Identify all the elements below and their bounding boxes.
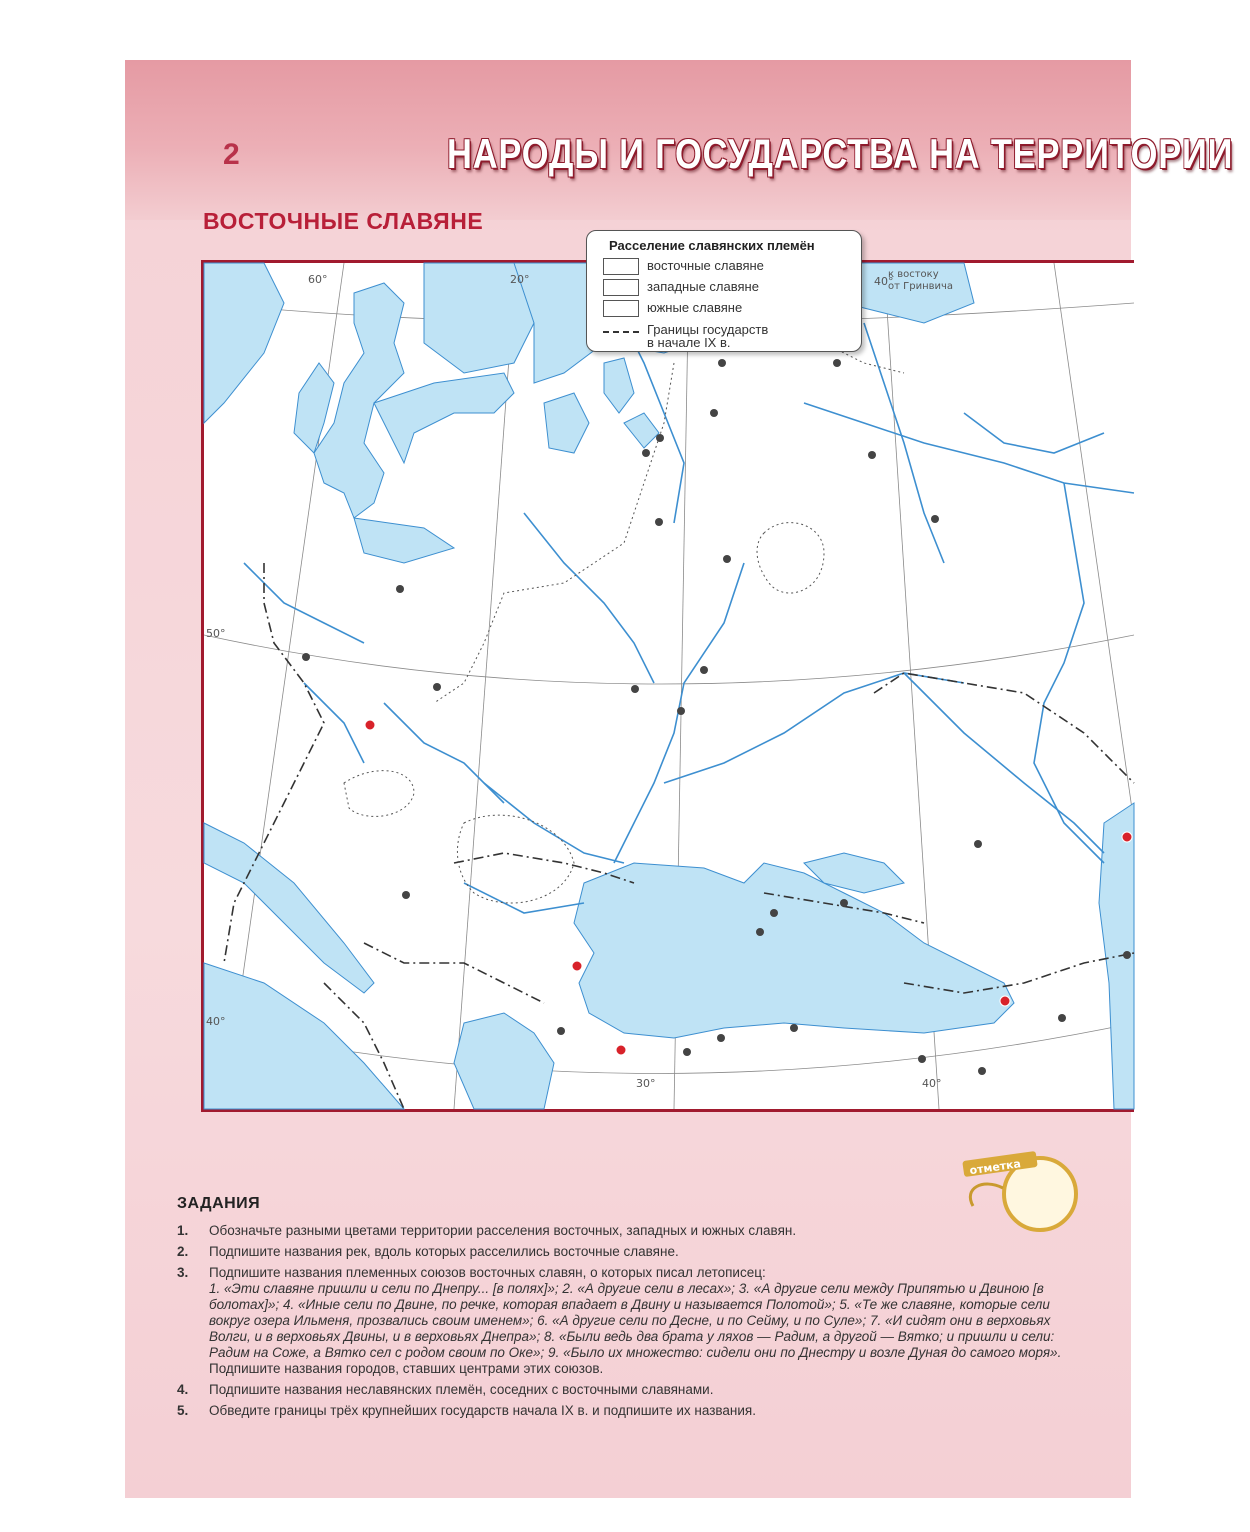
legend-swatch-south[interactable]	[603, 300, 639, 317]
page-number: 2	[223, 138, 240, 171]
lon-label-20: 20°	[510, 273, 530, 286]
task-3: 3. Подпишите названия племенных союзов восточных славян, о которых писал летописец: 1. «Эти славяне пришли и сели по Днепру... [в полях]»; 2. «А другие сели в лесах»; 3. «А другие сели между Припятью и Двиною [в болотах]»; 4. «Иные сели по Двине, по речке, которая впадает в Двину и называется Полотой»; 5. «Те же славяне, которые сели вокруг озера Ильменя, прозвались своим именем»; 6. «А другие сели по Десне, и по Сейму, и по Суле»; 7. «И сидят они в верховьях Волги, и в верховьях Двины, и в верховьях Днепра»; 8. «Были ведь два брата у ляхов — Радим, а другой — Вятко; и пришли и сели: Радим на Соже, а Вятко сел с родом своим по Оке»; 9. «Было их множество: сидели они по Днестру и возле Дуная до самого моря». Подпишите названия городов, ставших центрами этих союзов.	[177, 1265, 1087, 1377]
task-4: 4. Подпишите названия неславянских племён, соседних с восточными славянами.	[177, 1382, 714, 1397]
map-legend: Расселение славянских племён восточные славяне западные славяне южные славяне Границы государств в начале IX в.	[586, 230, 862, 352]
lat-label-60: 60°	[308, 273, 328, 286]
grade-badge-label: отметка	[968, 1157, 1022, 1178]
contour-map[interactable]	[201, 260, 1134, 1112]
lat-label-50: 50°	[206, 627, 226, 640]
section-title: ВОСТОЧНЫЕ СЛАВЯНЕ	[203, 208, 484, 234]
legend-swatch-west[interactable]	[603, 279, 639, 296]
border-line-sample	[603, 331, 639, 333]
east-of-greenwich-1: к востоку	[888, 269, 939, 280]
east-of-greenwich-2: от Гринвича	[888, 281, 954, 292]
task-1: 1. Обозначьте разными цветами территории расселения восточных, западных и южных славян.	[177, 1223, 797, 1238]
legend-swatch-east[interactable]	[603, 258, 639, 275]
workbook-page	[125, 60, 1234, 1498]
map-canvas[interactable]	[204, 263, 1134, 1109]
chronicle-quotes: 1. «Эти славяне пришли и сели по Днепру... [в полях]»; 2. «А другие сели в лесах»; 3. «А другие сели между Припятью и Двиною [в болотах]»; 4. «Иные сели по Двине, по речке, которая впадает в Двину и называется Полотой»; 5. «Те же славяне, которые сели вокруг озера Ильменя, прозвались своим именем»; 6. «А другие сели по Десне, и по Сейму, и по Суле»; 7. «И сидят они в верховьях Волги, и в верховьях Двины, и в верховьях Днепра»; 8. «Были ведь два брата у ляхов — Радим, а другой — Вятко; и пришли и сели: Радим на Соже, а Вятко сел с родом своим по Оке»; 9. «Было их множество: сидели они по Днестру и возле Дуная до самого моря».	[209, 1281, 1062, 1360]
tasks-section	[177, 1195, 1087, 1424]
task-5: 5. Обведите границы трёх крупнейших государств начала IX в. и подпишите их названия.	[177, 1403, 756, 1418]
legend-title: Расселение славянских племён	[609, 238, 815, 253]
task-3-tail: Подпишите названия городов, ставших центрами этих союзов.	[209, 1361, 604, 1376]
lon-label-30: 30°	[636, 1077, 656, 1090]
lon-label-40: 40°	[874, 275, 894, 288]
chapter-title: НАРОДЫ И ГОСУДАРСТВА НА ТЕРРИТОРИИ	[447, 130, 1234, 177]
lat-label-40: 40°	[206, 1015, 226, 1028]
lon-label-40-bottom: 40°	[922, 1077, 942, 1090]
chapter-header	[125, 60, 1234, 220]
tasks-title: ЗАДАНИЯ	[177, 1195, 261, 1212]
task-2: 2. Подпишите названия рек, вдоль которых расселились восточные славяне.	[177, 1244, 679, 1259]
legend-border-label: Границы государств в начале IX в.	[647, 322, 769, 350]
